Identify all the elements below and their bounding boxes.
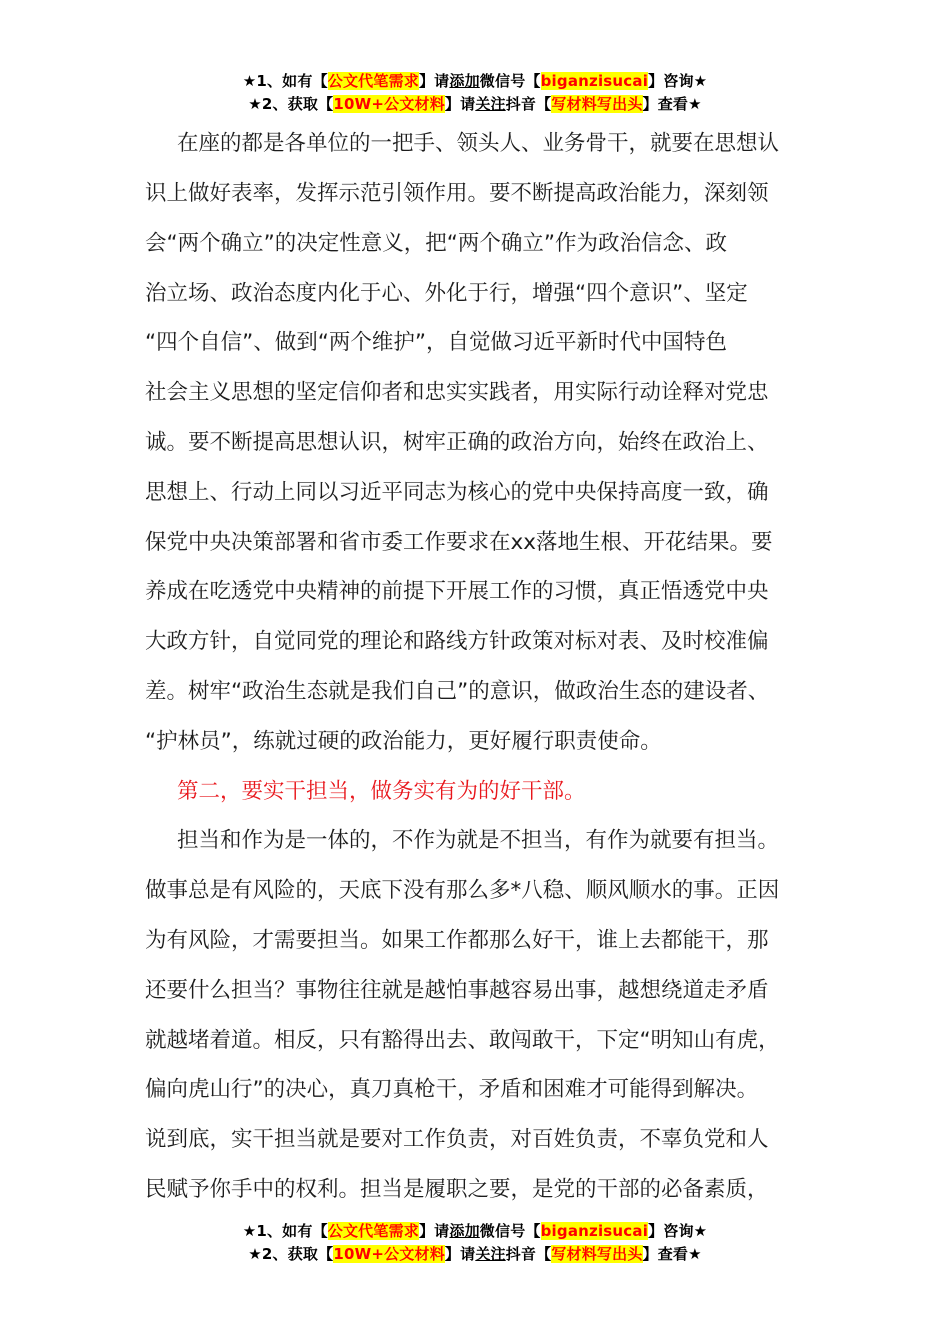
banner-highlight: 10W+公文材料 <box>333 95 445 113</box>
paragraph-line: 诚。要不断提高思想认识，树牢正确的政治方向，始终在政治上、 <box>145 430 769 455</box>
banner-text: ★1、如有【 <box>242 1222 328 1240</box>
paragraph-line: 民赋予你手中的权利。担当是履职之要，是党的干部的必备素质， <box>145 1177 769 1202</box>
banner-text: 】查看★ <box>642 95 702 113</box>
banner-underlined-text: 添加 <box>449 72 480 90</box>
banner-highlight: 公文代笔需求 <box>327 1222 419 1240</box>
banner-text: 】请 <box>444 95 476 113</box>
paragraph-line: 在座的都是各单位的一把手、领头人、业务骨干，就要在思想认 <box>177 131 780 156</box>
banner-text: 】请 <box>418 72 450 90</box>
paragraph-line: 治立场、政治态度内化于心、外化于行，增强“四个意识”、坚定 <box>145 281 748 306</box>
paragraph-line: 做事总是有风险的，天底下没有那么多*八稳、顺风顺水的事。正因 <box>145 878 780 903</box>
paragraph-line: 会“两个确立”的决定性意义，把“两个确立”作为政治信念、政 <box>145 231 728 256</box>
banner-line-2 <box>0 93 950 116</box>
paragraph-line: “护林员”，练就过硬的政治能力，更好履行职责使命。 <box>145 729 662 754</box>
header-banner <box>0 70 950 116</box>
banner-text: ★2、获取【 <box>248 1245 334 1263</box>
paragraph-line: “四个自信”、做到“两个维护”，自觉做习近平新时代中国特色 <box>145 330 728 355</box>
banner-highlight: 公文代笔需求 <box>327 72 419 90</box>
paragraph-line: 社会主义思想的坚定信仰者和忠实实践者，用实际行动诠释对党忠 <box>145 380 769 405</box>
paragraph-line: 大政方针，自觉同党的理论和路线方针政策对标对表、及时校准偏 <box>145 629 769 654</box>
banner-text: 微信号【 <box>479 1222 541 1240</box>
paragraph-line: 偏向虎山行”的决心，真刀真枪干，矛盾和困难才可能得到解决。 <box>145 1077 759 1102</box>
paragraph-line: 就越堵着道。相反，只有豁得出去、敢闯敢干，下定“明知山有虎， <box>145 1028 780 1053</box>
banner-underlined-text: 关注 <box>475 95 506 113</box>
paragraph-line: 为有风险，才需要担当。如果工作都那么好干，谁上去都能干，那 <box>145 928 769 953</box>
banner-line-2 <box>0 1243 950 1266</box>
paragraph-line: 思想上、行动上同以习近平同志为核心的党中央保持高度一致，确 <box>145 480 769 505</box>
banner-highlight: 10W+公文材料 <box>333 1245 445 1263</box>
banner-highlight: biganzisucai <box>540 1222 649 1240</box>
paragraph-line: 差。树牢“政治生态就是我们自己”的意识，做政治生态的建设者、 <box>145 679 770 704</box>
banner-text: ★1、如有【 <box>242 72 328 90</box>
banner-text: ★2、获取【 <box>248 95 334 113</box>
paragraph-line: 养成在吃透党中央精神的前提下开展工作的习惯，真正悟透党中央 <box>145 579 769 604</box>
banner-highlight: 写材料写出头 <box>551 95 643 113</box>
banner-text: 抖音【 <box>505 95 552 113</box>
banner-highlight: biganzisucai <box>540 72 649 90</box>
banner-text: 】请 <box>418 1222 450 1240</box>
footer-banner <box>0 1220 950 1266</box>
section-heading: 第二，要实干担当，做务实有为的好干部。 <box>177 779 586 804</box>
banner-text: 】咨询★ <box>648 72 708 90</box>
banner-highlight: 写材料写出头 <box>551 1245 643 1263</box>
banner-text: 微信号【 <box>479 72 541 90</box>
paragraph-line: 还要什么担当？事物往往就是越怕事越容易出事，越想绕道走矛盾 <box>145 978 769 1003</box>
banner-text: 】请 <box>444 1245 476 1263</box>
banner-line-1 <box>0 70 950 93</box>
paragraph-line: 担当和作为是一体的，不作为就是不担当，有作为就要有担当。 <box>177 828 780 853</box>
banner-line-1 <box>0 1220 950 1243</box>
banner-underlined-text: 添加 <box>449 1222 480 1240</box>
banner-text: 】查看★ <box>642 1245 702 1263</box>
banner-underlined-text: 关注 <box>475 1245 506 1263</box>
banner-text: 抖音【 <box>505 1245 552 1263</box>
banner-text: 】咨询★ <box>648 1222 708 1240</box>
paragraph-line: 说到底，实干担当就是要对工作负责，对百姓负责，不辜负党和人 <box>145 1127 769 1152</box>
paragraph-line: 识上做好表率，发挥示范引领作用。要不断提高政治能力，深刻领 <box>145 181 769 206</box>
paragraph-line: 保党中央决策部署和省市委工作要求在xx落地生根、开花结果。要 <box>145 530 773 555</box>
